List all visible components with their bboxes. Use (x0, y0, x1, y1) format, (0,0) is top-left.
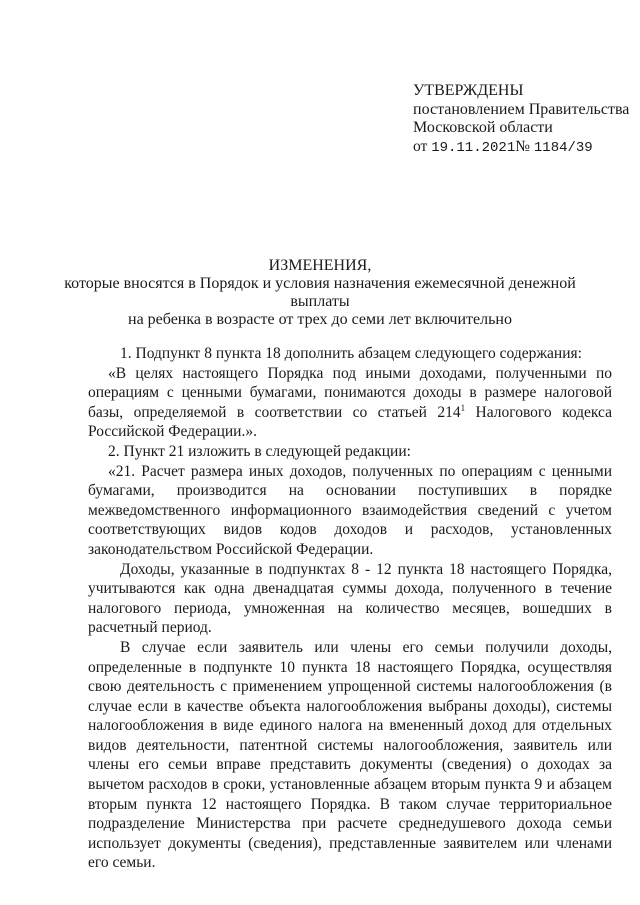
document-body (88, 344, 612, 873)
document-title: ИЗМЕНЕНИЯ, (268, 257, 372, 274)
approval-date-line (413, 138, 629, 158)
approval-stamp (413, 82, 629, 157)
paragraph-6: В случае если заявитель или члены его семьи получили доходы, определенные в подпункте 10 пункта 18 настоящего Порядка, осуществляя свою деятельность с применением упрощенной системы налогообложения (в случае если в качестве объекта налогообложения выбраны доходы), системы налогообложения в виде единого налога на вмененный доход для отдельных видов деятельности, патентной системы налогообложения, заявитель или члены его семьи вправе представить документы (сведения) о доходах за вычетом расходов в сроки, установленные абзацем вторым пункта 9 и абзацем вторым пункта 12 настоящего Порядка. В таком случае территориальное подразделение Министерства при расчете среднедушевого дохода семьи использует документы (сведения), представленные заявителем или членами его семьи. (88, 638, 612, 872)
superscript: 1 (460, 402, 466, 413)
number-sign: № (515, 137, 531, 155)
paragraph-3: 2. Пункт 21 изложить в следующей редакции: (108, 442, 411, 460)
document-subtitle-line-2: на ребенка в возрасте от трех до семи лет включительно (128, 311, 512, 328)
approval-line-2: постановлением Правительства (413, 100, 630, 118)
approval-date: 19.11.2021 (431, 139, 516, 156)
approval-number: 1184/39 (533, 139, 593, 156)
date-prefix: от (413, 137, 428, 155)
document-subtitle-line-1: которые вносятся в Порядок и условия назначения ежемесячной денежной выплаты (64, 275, 576, 310)
approval-line-3: Московской области (413, 119, 553, 136)
paragraph-2: «В целях настоящего Порядка под иными доходами, полученными по операциям с ценными бумагами, понимаются доходы в размере налоговой базы, определяемой в соответствии со статьей $214^1$ Налогового кодекса Российской Федерации.». (88, 364, 612, 441)
document-heading (60, 257, 580, 329)
approval-title: УТВЕРЖДЕНЫ (413, 82, 524, 99)
paragraph-4: «21. Расчет размера иных доходов, полученных по операциям с ценными бумагами, производится на основании поступивших в порядке межведомственного информационного взаимодействия сведений с учетом соответствующих видов кодов доходов и расходов, установленных законодательством Российской Федерации. (88, 462, 612, 558)
paragraph-5: Доходы, указанные в подпунктах 8 - 12 пункта 18 настоящего Порядка, учитываются как одна двенадцатая суммы дохода, полученного в течение налогового периода, умноженная на количество месяцев, вошедших в расчетный период. (88, 560, 612, 637)
paragraph-1: 1. Подпункт 8 пункта 18 дополнить абзацем следующего содержания: (120, 345, 582, 362)
